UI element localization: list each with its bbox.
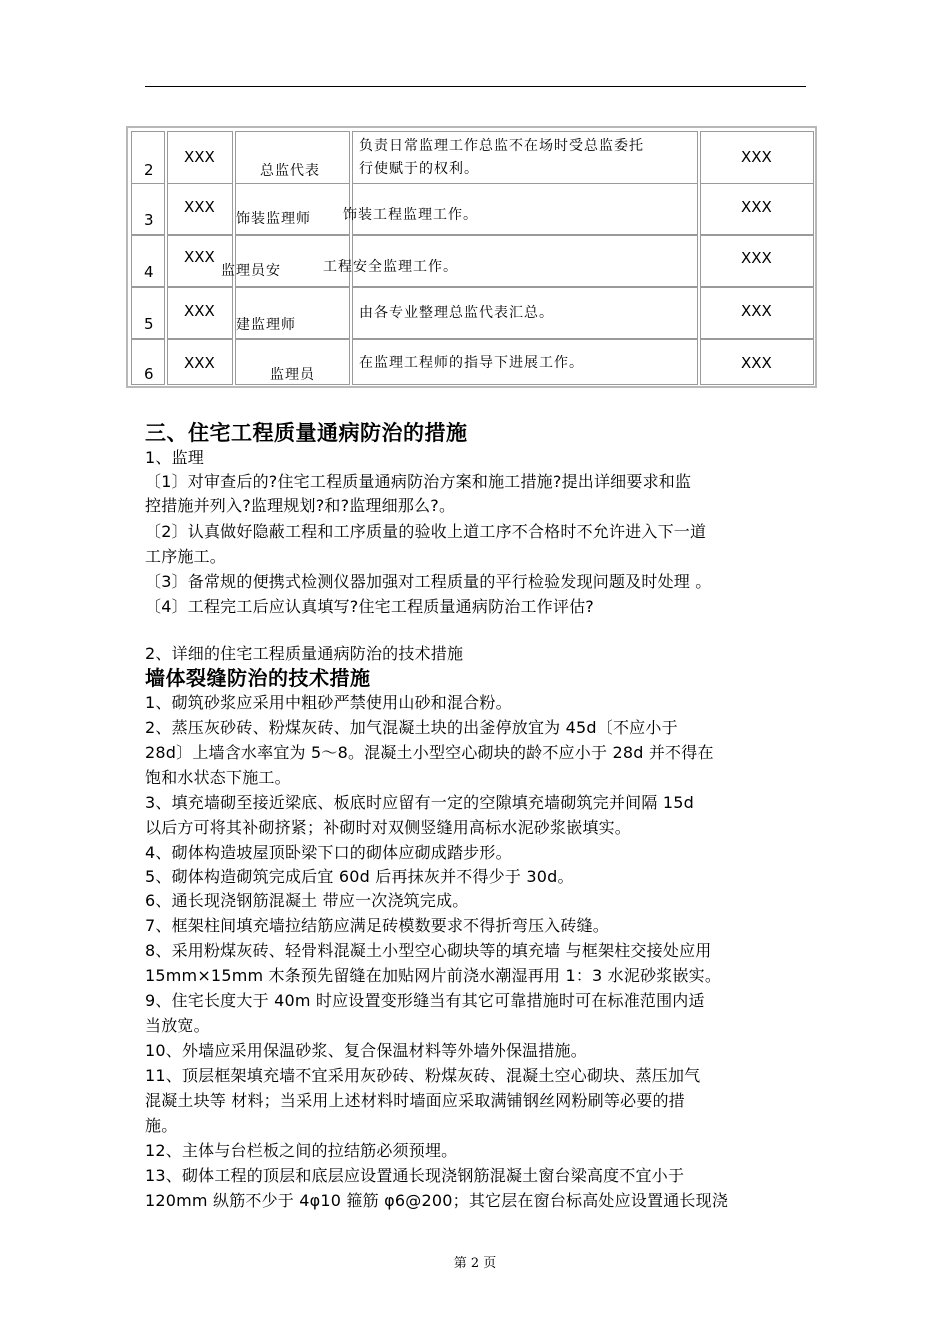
duty-line: 由各专业整理总监代表汇总。	[359, 305, 554, 321]
duty-line: 负责日常监理工作总监不在场时受总监委托	[359, 138, 644, 154]
duty-text	[359, 302, 554, 325]
section-title: 三、住宅工程质量通病防治的措施	[145, 421, 468, 445]
member-contact: XXX	[741, 354, 772, 372]
list-item: 饱和水状态下施工。	[145, 768, 291, 787]
list-item: 以后方可将其补砌挤紧；补砌时对双侧竖缝用高标水泥砂浆嵌填实。	[145, 818, 632, 837]
paragraph-line: 〔2〕认真做好隐蔽工程和工序质量的验收上道工序不合格时不允许进入下一道	[145, 522, 707, 541]
duty-line: 行使赋于的权利。	[359, 161, 479, 177]
member-role: 饰装监理师	[236, 211, 311, 227]
member-contact: XXX	[741, 249, 772, 267]
list-item: 11、顶层框架填充墙不宜采用灰砂砖、粉煤灰砖、混凝土空心砌块、蒸压加气	[145, 1066, 701, 1085]
list-item: 15mm×15mm 木条预先留缝在加贴网片前浇水潮湿再用 1：3 水泥砂浆嵌实。	[145, 966, 722, 985]
list-item: 4、砌体构造坡屋顶卧梁下口的砌体应砌成踏步形。	[145, 843, 512, 862]
row-number: 2	[144, 161, 154, 179]
list-item: 2、蒸压灰砂砖、粉煤灰砖、加气混凝土块的出釜停放宜为 45d〔不应小于	[145, 718, 678, 737]
table-cell	[700, 131, 814, 185]
table-cell	[131, 287, 165, 339]
table-row	[131, 339, 814, 385]
paragraph-line: 工序施工。	[145, 547, 227, 566]
staff-table	[126, 126, 817, 388]
table-cell	[131, 131, 165, 185]
member-role: 监理员	[270, 367, 315, 383]
member-name: XXX	[184, 302, 215, 320]
table-cell	[235, 131, 350, 185]
member-name: XXX	[184, 148, 215, 166]
table-row	[131, 235, 814, 287]
list-item: 6、通长现浇钢筋混凝土 带应一次浇筑完成。	[145, 891, 469, 910]
table-cell	[235, 339, 350, 385]
list-item: 3、填充墙砌至接近梁底、板底时应留有一定的空隙填充墙砌筑完并间隔 15d	[145, 793, 694, 812]
duty-text	[359, 135, 644, 181]
table-cell	[167, 183, 233, 235]
member-role: 建监理师	[236, 317, 296, 333]
table-cell	[167, 131, 233, 185]
duty-line: 饰装工程监理工作。	[343, 207, 478, 223]
paragraph-line: 〔1〕对审查后的?住宅工程质量通病防治方案和施工措施?提出详细要求和监	[145, 472, 692, 491]
table-cell	[352, 131, 698, 185]
paragraph-line: 〔4〕工程完工后应认真填写?住宅工程质量通病防治工作评估?	[145, 597, 594, 616]
list-item: 8、采用粉煤灰砖、轻骨料混凝土小型空心砌块等的填充墙 与框架柱交接处应用	[145, 941, 712, 960]
list-item: 混凝土块等 材料；当采用上述材料时墙面应采取满铺钢丝网粉刷等必要的措	[145, 1091, 685, 1110]
paragraph-line: 2、详细的住宅工程质量通病防治的技术措施	[145, 644, 464, 663]
table-cell	[235, 183, 350, 235]
table-cell	[235, 287, 350, 339]
table-cell	[131, 339, 165, 385]
member-role: 监理员安	[221, 263, 281, 279]
duty-line: 工程安全监理工作。	[323, 259, 458, 275]
duty-text	[343, 204, 478, 227]
duty-text	[359, 352, 584, 375]
table-row	[131, 131, 814, 185]
table-row	[131, 183, 814, 235]
duty-line: 在监理工程师的指导下进展工作。	[359, 355, 584, 371]
table-cell	[323, 235, 698, 287]
table-cell	[167, 339, 233, 385]
list-item: 13、砌体工程的顶层和底层应设置通长现浇钢筋混凝土窗台梁高度不宜小于	[145, 1166, 685, 1185]
paragraph-line: 1、监理	[145, 448, 204, 467]
table-cell	[352, 339, 698, 385]
table-cell	[343, 183, 698, 235]
page-footer: 第 2 页	[453, 1256, 497, 1271]
list-item: 28d〕上墙含水率宜为 5～8。混凝土小型空心砌块的龄不应小于 28d 并不得在	[145, 743, 714, 762]
list-item: 施。	[145, 1116, 178, 1135]
table-cell	[167, 287, 233, 339]
list-item: 5、砌体构造砌筑完成后宜 60d 后再抹灰并不得少于 30d。	[145, 867, 574, 886]
table-cell	[700, 183, 814, 235]
member-contact: XXX	[741, 198, 772, 216]
paragraph-line: 控措施并列入?监理规划?和?监理细那么?。	[145, 496, 456, 515]
member-contact: XXX	[741, 302, 772, 320]
paragraph-line: 〔3〕备常规的便携式检测仪器加强对工程质量的平行检验发现问题及时处理 。	[145, 572, 712, 591]
row-number: 4	[144, 263, 154, 281]
table-cell	[700, 339, 814, 385]
row-number: 3	[144, 211, 154, 229]
member-contact: XXX	[741, 148, 772, 166]
table-cell	[700, 235, 814, 287]
list-item: 10、外墙应采用保温砂浆、复合保温材料等外墙外保温措施。	[145, 1041, 587, 1060]
row-number: 5	[144, 315, 154, 333]
table-cell	[700, 287, 814, 339]
member-name: XXX	[184, 248, 215, 266]
subsection-title: 墙体裂缝防治的技术措施	[145, 666, 371, 690]
member-name: XXX	[184, 198, 215, 216]
duty-text	[323, 256, 458, 279]
list-item: 9、住宅长度大于 40m 时应设置变形缝当有其它可靠措施时可在标准范围内适	[145, 991, 705, 1010]
table-cell	[131, 235, 165, 287]
row-number: 6	[144, 365, 154, 383]
table-cell	[352, 287, 698, 339]
member-role: 总监代表	[260, 163, 320, 179]
list-item: 120mm 纵筋不少于 4φ10 箍筋 φ6@200；其它层在窗台标高处应设置通长现浇	[145, 1191, 729, 1210]
table-cell	[131, 183, 165, 235]
list-item: 当放宽。	[145, 1016, 210, 1035]
list-item: 7、框架柱间填充墙拉结筋应满足砖模数要求不得折弯压入砖缝。	[145, 916, 609, 935]
list-item: 1、砌筑砂浆应采用中粗砂严禁使用山砂和混合粉。	[145, 693, 512, 712]
member-name: XXX	[184, 354, 215, 372]
list-item: 12、主体与台栏板之间的拉结筋必须预埋。	[145, 1141, 458, 1160]
header-rule	[145, 86, 806, 87]
table-row	[131, 287, 814, 339]
